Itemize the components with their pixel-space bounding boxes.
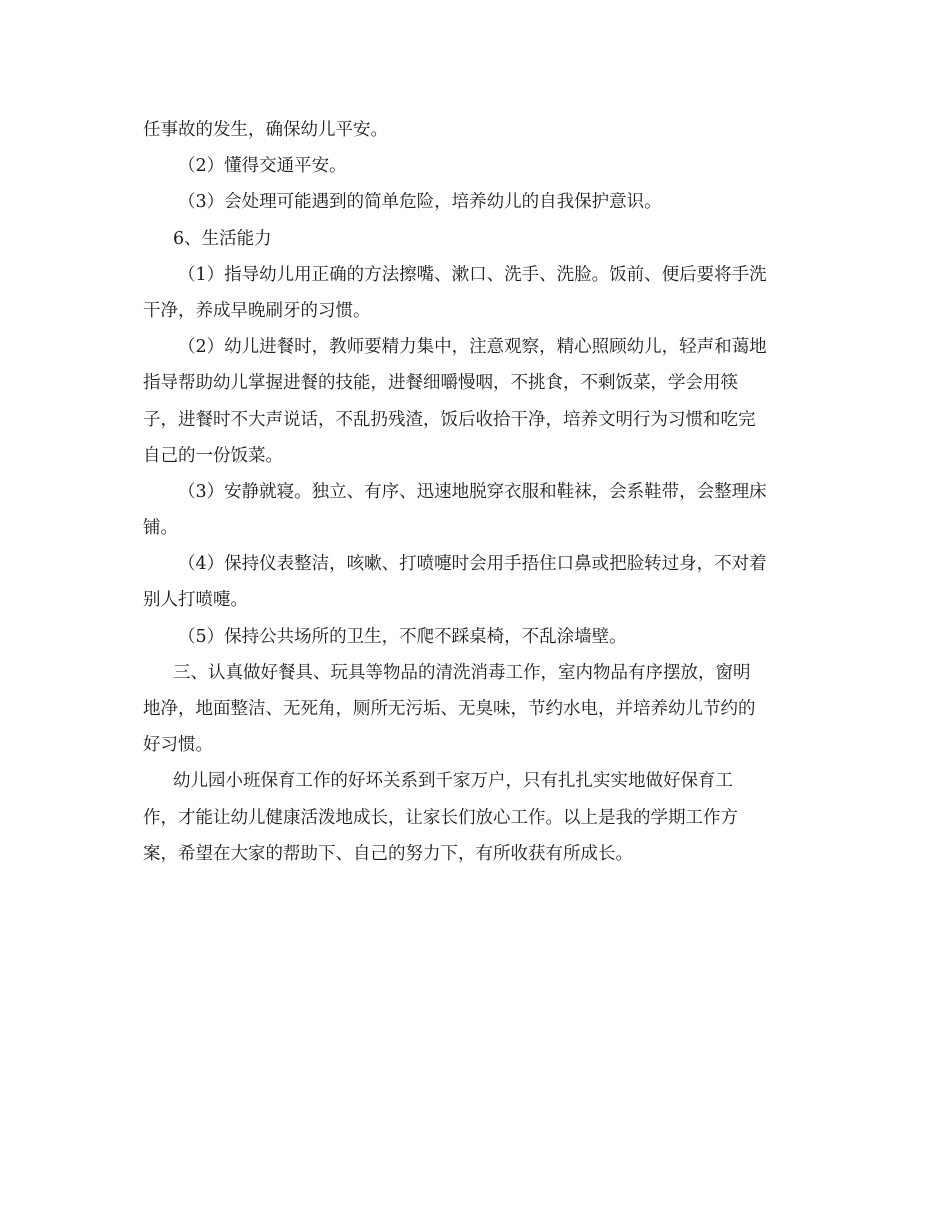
text-line: （2）幼儿进餐时，教师要精力集中，注意观察，精心照顾幼儿，轻声和蔼地 [178, 337, 767, 358]
text-line: 指导帮助幼儿掌握进餐的技能，进餐细嚼慢咽，不挑食，不剩饭菜，学会用筷 [143, 373, 738, 394]
text-line: 地净，地面整洁、无死角，厕所无污垢、无臭味，节约水电，并培养幼儿节约的 [143, 699, 756, 719]
text-line: 作，才能让幼儿健康活泼地成长，让家长们放心工作。以上是我的学期工作方 [143, 807, 738, 828]
text-line: 幼儿园小班保育工作的好坏关系到千家万户，只有扎扎实实地做好保育工 [173, 771, 733, 792]
text-line: 任事故的发生，确保幼儿平安。 [143, 120, 388, 140]
text-line: 干净，养成早晚刷牙的习惯。 [143, 300, 371, 321]
text-line: 铺。 [143, 518, 178, 539]
document-body [143, 112, 808, 872]
text-line: （3）安静就寝。独立、有序、迅速地脱穿衣服和鞋袜，会系鞋带，会整理床 [178, 481, 767, 502]
text-line: （3）会处理可能遇到的简单危险，培养幼儿的自我保护意识。 [178, 192, 662, 213]
text-line: （5）保持公共场所的卫生，不爬不踩桌椅，不乱涂墙壁。 [178, 626, 627, 647]
text-line: 别人打喷嚏。 [143, 590, 248, 611]
text-line: （4）保持仪表整洁，咳嗽、打喷嚏时会用手捂住口鼻或把脸转过身，不对着 [178, 554, 767, 575]
text-line: 三、认真做好餐具、玩具等物品的清洗消毒工作，室内物品有序摆放，窗明 [173, 662, 751, 683]
text-line: 案，希望在大家的帮助下、自己的努力下，有所收获有所成长。 [143, 843, 633, 864]
text-line: 子，进餐时不大声说话，不乱扔残渣，饭后收拾干净，培养文明行为习惯和吃完 [143, 409, 756, 430]
section-heading: 6、生活能力 [173, 228, 272, 249]
text-line: 好习惯。 [143, 735, 213, 756]
text-line: （1）指导幼儿用正确的方法擦嘴、漱口、洗手、洗脸。饭前、便后要将手洗 [178, 264, 767, 285]
text-line: 自己的一份饭菜。 [143, 445, 283, 466]
text-line: （2）懂得交通平安。 [178, 156, 347, 177]
